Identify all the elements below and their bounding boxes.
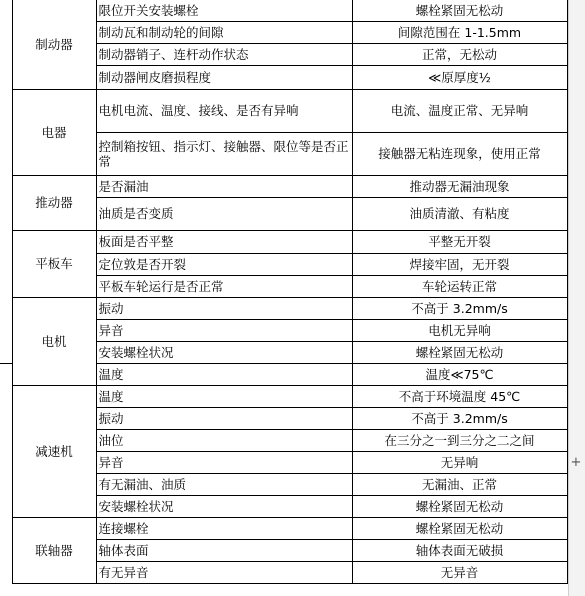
standard-cell: 在三分之一到三分之二之间 [352, 429, 567, 451]
item-cell: 是否漏油 [96, 175, 352, 197]
item-cell: 制动器销子、连杆动作状态 [96, 43, 352, 65]
standard-cell: 电机无异响 [352, 319, 567, 341]
item-cell: 异音 [96, 451, 352, 473]
item-cell: 油位 [96, 429, 352, 451]
item-cell: 连接螺栓 [96, 517, 352, 539]
standard-cell: 无漏油、正常 [352, 473, 567, 495]
item-cell: 安装螺栓状况 [96, 495, 352, 517]
group-cell-left-lower [0, 363, 12, 583]
category-pusher: 推动器 [12, 175, 96, 230]
standard-cell: 正常，无松动 [352, 43, 567, 65]
item-cell: 温度 [96, 385, 352, 407]
category-reducer: 减速机 [12, 385, 96, 517]
standard-cell: 无异响 [352, 451, 567, 473]
standard-cell: 电流、温度正常、无异响 [352, 89, 567, 132]
standard-cell: 不高于 3.2mm/s [352, 407, 567, 429]
category-motor: 电机 [12, 297, 96, 385]
table-row [0, 230, 567, 253]
item-cell: 有无漏油、油质 [96, 473, 352, 495]
plus-icon[interactable]: + [570, 455, 582, 470]
item-cell: 控制箱按钮、指示灯、接触器、限位等是否正常 [96, 132, 352, 175]
group-cell-left-upper [0, 0, 12, 363]
category-brake: 制动器 [12, 0, 96, 89]
category-electric: 电器 [12, 89, 96, 175]
item-cell: 振动 [96, 297, 352, 319]
standard-cell: 车轮运转正常 [352, 275, 567, 297]
table-row [0, 297, 567, 319]
standard-cell: 推动器无漏油现象 [352, 175, 567, 197]
category-coupling: 联轴器 [12, 517, 96, 583]
standard-cell: 螺栓紧固无松动 [352, 495, 567, 517]
standard-cell: 不高于环境温度 45℃ [352, 385, 567, 407]
standard-cell: ≪原厚度½ [352, 65, 567, 89]
standard-cell: 螺栓紧固无松动 [352, 341, 567, 363]
item-cell: 电机电流、温度、接线、是否有异响 [96, 89, 352, 132]
table-row [0, 385, 567, 407]
item-cell: 轴体表面 [96, 539, 352, 561]
item-cell: 板面是否平整 [96, 230, 352, 253]
standard-cell: 螺栓紧固无松动 [352, 517, 567, 539]
item-cell: 异音 [96, 319, 352, 341]
table-row [0, 89, 567, 132]
scroll-edge-strip[interactable] [568, 0, 585, 596]
item-cell: 有无异音 [96, 561, 352, 583]
item-cell: 振动 [96, 407, 352, 429]
item-cell: 定位敦是否开裂 [96, 253, 352, 275]
item-cell: 平板车轮运行是否正常 [96, 275, 352, 297]
standard-cell: 焊接牢固，无开裂 [352, 253, 567, 275]
standard-cell: 间隙范围在 1-1.5mm [352, 21, 567, 43]
item-cell: 安装螺栓状况 [96, 341, 352, 363]
item-cell: 限位开关安装螺栓 [96, 0, 352, 21]
table-row [0, 517, 567, 539]
standard-cell: 轴体表面无破损 [352, 539, 567, 561]
table-row [0, 0, 567, 21]
standard-cell: 油质清澈、有粘度 [352, 197, 567, 230]
item-cell: 油质是否变质 [96, 197, 352, 230]
item-cell: 制动瓦和制动轮的间隙 [96, 21, 352, 43]
standard-cell: 螺栓紧固无松动 [352, 0, 567, 21]
standard-cell: 无异音 [352, 561, 567, 583]
table-row [0, 175, 567, 197]
item-cell: 温度 [96, 363, 352, 385]
standard-cell: 平整无开裂 [352, 230, 567, 253]
item-cell: 制动器闸皮磨损程度 [96, 65, 352, 89]
standard-cell: 不高于 3.2mm/s [352, 297, 567, 319]
standard-cell: 温度≪75℃ [352, 363, 567, 385]
standard-cell: 接触器无粘连现象，使用正常 [352, 132, 567, 175]
category-cart: 平板车 [12, 230, 96, 297]
